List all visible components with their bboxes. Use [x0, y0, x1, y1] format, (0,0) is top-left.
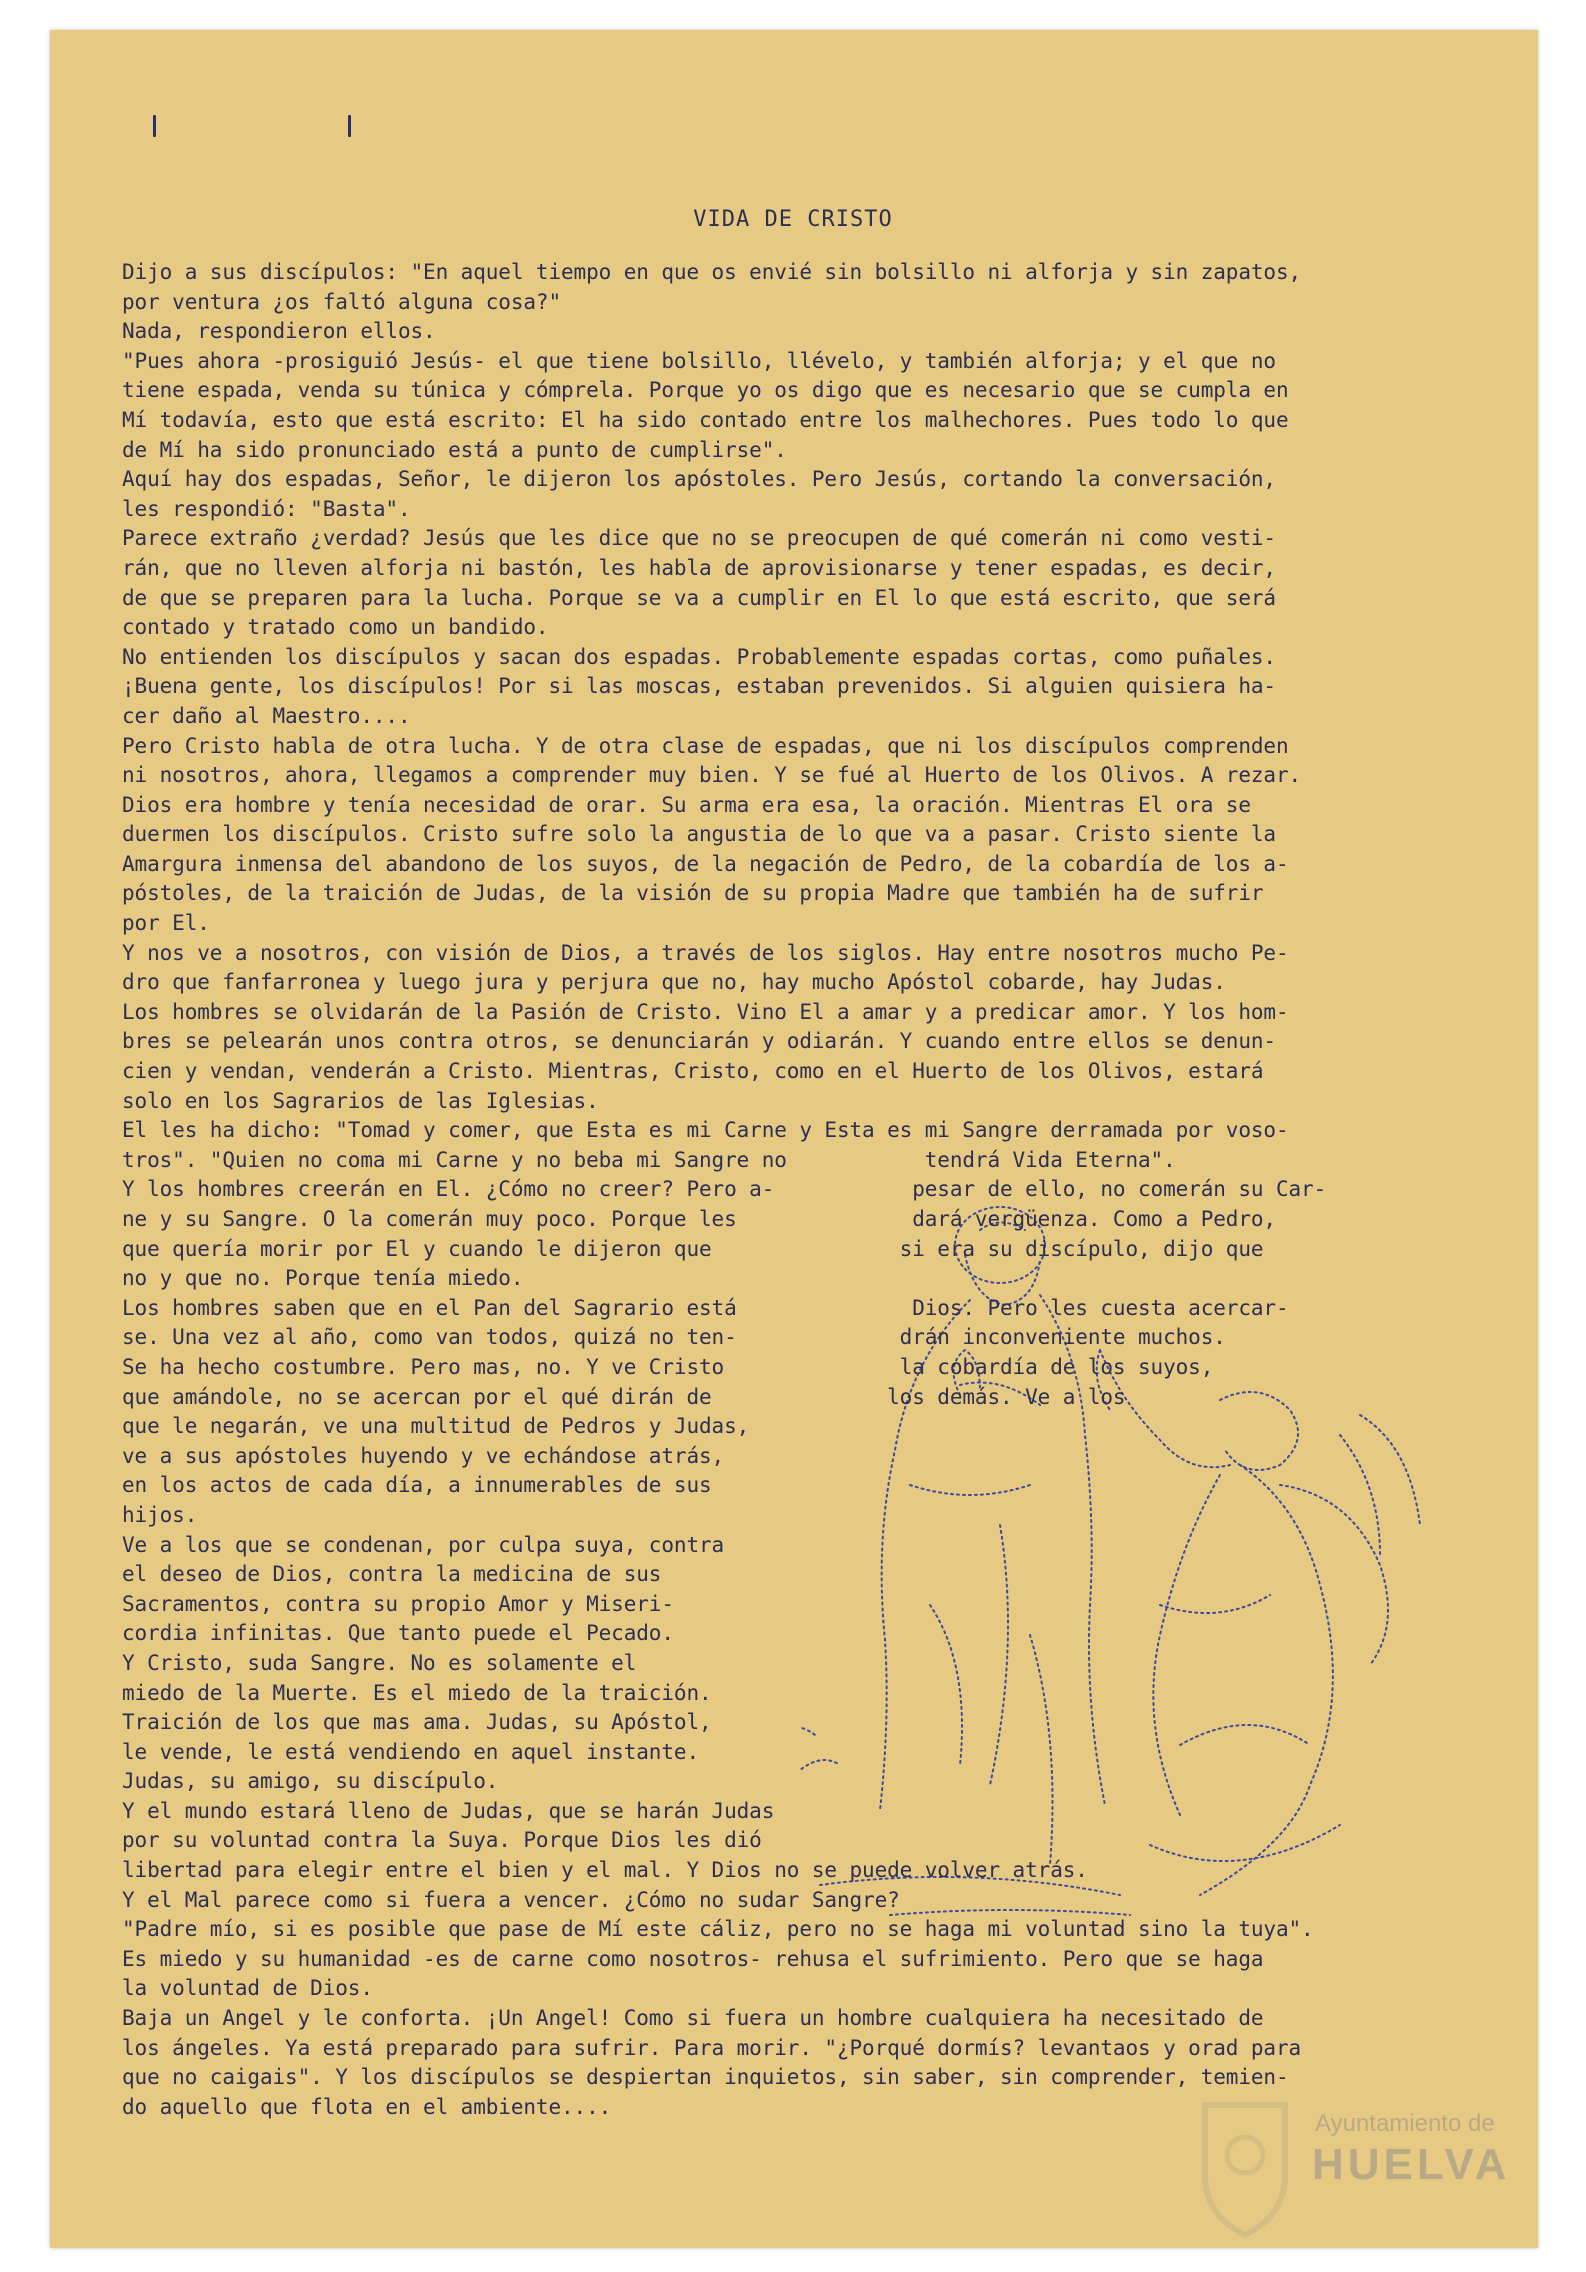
body-line: de que se preparen para la lucha. Porque se va a cumplir en El lo que está escrito, que será	[122, 585, 1276, 610]
body-line: Parece extraño ¿verdad? Jesús que les dice que no se preocupen de qué comerán ni como vesti-	[122, 526, 1276, 551]
body-line: por El.	[122, 911, 210, 936]
body-line: no y que no. Porque tenía miedo.	[122, 1266, 524, 1291]
body-line: tiene espada, venda su túnica y cómprela. Porque yo os digo que es necesario que se cumpla en	[122, 378, 1289, 403]
body-line: cordia infinitas. Que tanto puede el Pecado.	[122, 1621, 674, 1646]
body-line: libertad para elegir entre el bien y el mal. Y Dios no se puede volver atrás.	[122, 1858, 1088, 1883]
body-line: No entienden los discípulos y sacan dos espadas. Probablemente espadas cortas, como puñales.	[122, 644, 1276, 669]
body-line: que quería morir por El y cuando le dijeron que si era su discípulo, dijo que	[122, 1236, 1264, 1261]
body-line: Dijo a sus discípulos: "En aquel tiempo en que os envié sin bolsillo ni alforja y sin zapatos,	[122, 260, 1302, 284]
body-line: se. Una vez al año, como van todos, quizá no ten- drán inconveniente muchos.	[122, 1325, 1226, 1350]
body-line: cien y vendan, venderán a Cristo. Mientras, Cristo, como en el Huerto de los Olivos, estará	[122, 1059, 1264, 1084]
body-line: de Mí ha sido pronunciado está a punto de cumplirse".	[122, 437, 787, 462]
body-line: rán, que no lleven alforja ni bastón, les habla de aprovisionarse y tener espadas, es decir,	[122, 555, 1276, 580]
body-line: por su voluntad contra la Suya. Porque Dios les dió	[122, 1828, 762, 1853]
body-line: que no caigais". Y los discípulos se despiertan inquietos, sin saber, sin comprender, temien-	[122, 2065, 1289, 2090]
body-line: do aquello que flota en el ambiente....	[122, 2094, 612, 2119]
body-line: Sacramentos, contra su propio Amor y Miseri-	[122, 1591, 674, 1616]
body-line: le vende, le está vendiendo en aquel instante.	[122, 1739, 699, 1764]
body-line: miedo de la Muerte. Es el miedo de la traición.	[122, 1680, 712, 1705]
body-line: "Padre mío, si es posible que pase de Mí este cáliz, pero no se haga mi voluntad sino la tuya".	[122, 1917, 1314, 1942]
body-line: Dios era hombre y tenía necesidad de orar. Su arma era esa, la oración. Mientras El ora se	[122, 792, 1251, 817]
body-line: ni nosotros, ahora, llegamos a comprender muy bien. Y se fué al Huerto de los Olivos. A rezar.	[122, 763, 1302, 788]
body-line: por ventura ¿os faltó alguna cosa?"	[122, 289, 562, 314]
body-line: El les ha dicho: "Tomad y comer, que Esta es mi Carne y Esta es mi Sangre derramada por voso-	[122, 1118, 1289, 1143]
body-line: ¡Buena gente, los discípulos! Por si las moscas, estaban prevenidos. Si alguien quisiera ha-	[122, 674, 1276, 699]
body-line: Ve a los que se condenan, por culpa suya, contra	[122, 1532, 725, 1557]
body-line: Y Cristo, suda Sangre. No es solamente el	[122, 1650, 637, 1675]
body-line: contado y tratado como un bandido.	[122, 615, 549, 640]
body-line: ve a sus apóstoles huyendo y ve echándose atrás,	[122, 1443, 725, 1468]
body-line: bres se pelearán unos contra otros, se denunciarán y odiarán. Y cuando entre ellos se denun-	[122, 1029, 1276, 1054]
body-line: el deseo de Dios, contra la medicina de sus	[122, 1562, 662, 1587]
body-line: solo en los Sagrarios de las Iglesias.	[122, 1088, 599, 1113]
body-line: los ángeles. Ya está preparado para sufrir. Para morir. "¿Porqué dormís? levantaos y orad para	[122, 2035, 1302, 2060]
body-line: les respondió: "Basta".	[122, 496, 411, 521]
punch-mark-left	[153, 115, 156, 137]
body-line: Se ha hecho costumbre. Pero mas, no. Y ve Cristo la cobardía de los suyos,	[122, 1354, 1214, 1379]
body-line: Y el mundo estará lleno de Judas, que se harán Judas	[122, 1798, 775, 1823]
page-title: VIDA DE CRISTO	[693, 207, 893, 232]
body-line: hijos.	[122, 1502, 198, 1527]
body-line: Y los hombres creerán en El. ¿Cómo no creer? Pero a- pesar de ello, no comerán su Car-	[122, 1177, 1327, 1202]
body-line: Amargura inmensa del abandono de los suyos, de la negación de Pedro, de la cobardía de los a-	[122, 851, 1289, 876]
body-line: Los hombres saben que en el Pan del Sagrario está Dios. Pero les cuesta acercar-	[122, 1295, 1289, 1320]
body-line: póstoles, de la traición de Judas, de la visión de su propia Madre que también ha de sufrir	[122, 881, 1264, 906]
watermark-line1: Ayuntamiento de	[1315, 2110, 1495, 2137]
punch-mark-right	[348, 115, 351, 137]
body-line: la voluntad de Dios.	[122, 1976, 373, 2001]
body-line: "Pues ahora -prosiguió Jesús- el que tiene bolsillo, llévelo, y también alforja; y el que no	[122, 348, 1276, 373]
body-line: Pero Cristo habla de otra lucha. Y de otra clase de espadas, que ni los discípulos comprenden	[122, 733, 1289, 758]
body-line: Los hombres se olvidarán de la Pasión de Cristo. Vino El a amar y a predicar amor. Y los hom-	[122, 999, 1289, 1024]
body-line: que le negarán, ve una multitud de Pedros y Judas,	[122, 1414, 750, 1439]
body-line: en los actos de cada día, a innumerables de sus	[122, 1473, 712, 1498]
body-line: Y el Mal parece como si fuera a vencer. ¿Cómo no sudar Sangre?	[122, 1887, 900, 1912]
body-line: Y nos ve a nosotros, con visión de Dios, a través de los siglos. Hay entre nosotros mucho Pe-	[122, 940, 1289, 965]
body-line: tros". "Quien no coma mi Carne y no beba mi Sangre no tendrá Vida Eterna".	[122, 1147, 1176, 1172]
body-line: que amándole, no se acercan por el qué dirán de los demás. Ve a los	[122, 1384, 1126, 1409]
body-line: ne y su Sangre. O la comerán muy poco. Porque les dará vergüenza. Como a Pedro,	[122, 1207, 1276, 1231]
body-line: Es miedo y su humanidad -es de carne como nosotros- rehusa el sufrimiento. Pero que se haga	[122, 1946, 1264, 1971]
body-line: dro que fanfarronea y luego jura y perjura que no, hay mucho Apóstol cobarde, hay Judas.	[122, 970, 1226, 995]
body-line: Judas, su amigo, su discípulo.	[122, 1769, 499, 1794]
body-line: Traición de los que mas ama. Judas, su Apóstol,	[122, 1710, 712, 1735]
body-line: duermen los discípulos. Cristo sufre solo la angustia de lo que va a pasar. Cristo siente la	[122, 822, 1276, 847]
document-body	[122, 258, 1552, 2122]
body-line: Aquí hay dos espadas, Señor, le dijeron los apóstoles. Pero Jesús, cortando la conversación,	[122, 467, 1276, 492]
body-line: Nada, respondieron ellos.	[122, 319, 436, 344]
body-line: cer daño al Maestro....	[122, 703, 411, 728]
watermark-line2: HUELVA	[1312, 2140, 1511, 2189]
body-line: Baja un Angel y le conforta. ¡Un Angel! Como si fuera un hombre cualquiera ha necesitado de	[122, 2006, 1264, 2031]
body-line: Mí todavía, esto que está escrito: El ha sido contado entre los malhechores. Pues todo lo que	[122, 407, 1289, 432]
